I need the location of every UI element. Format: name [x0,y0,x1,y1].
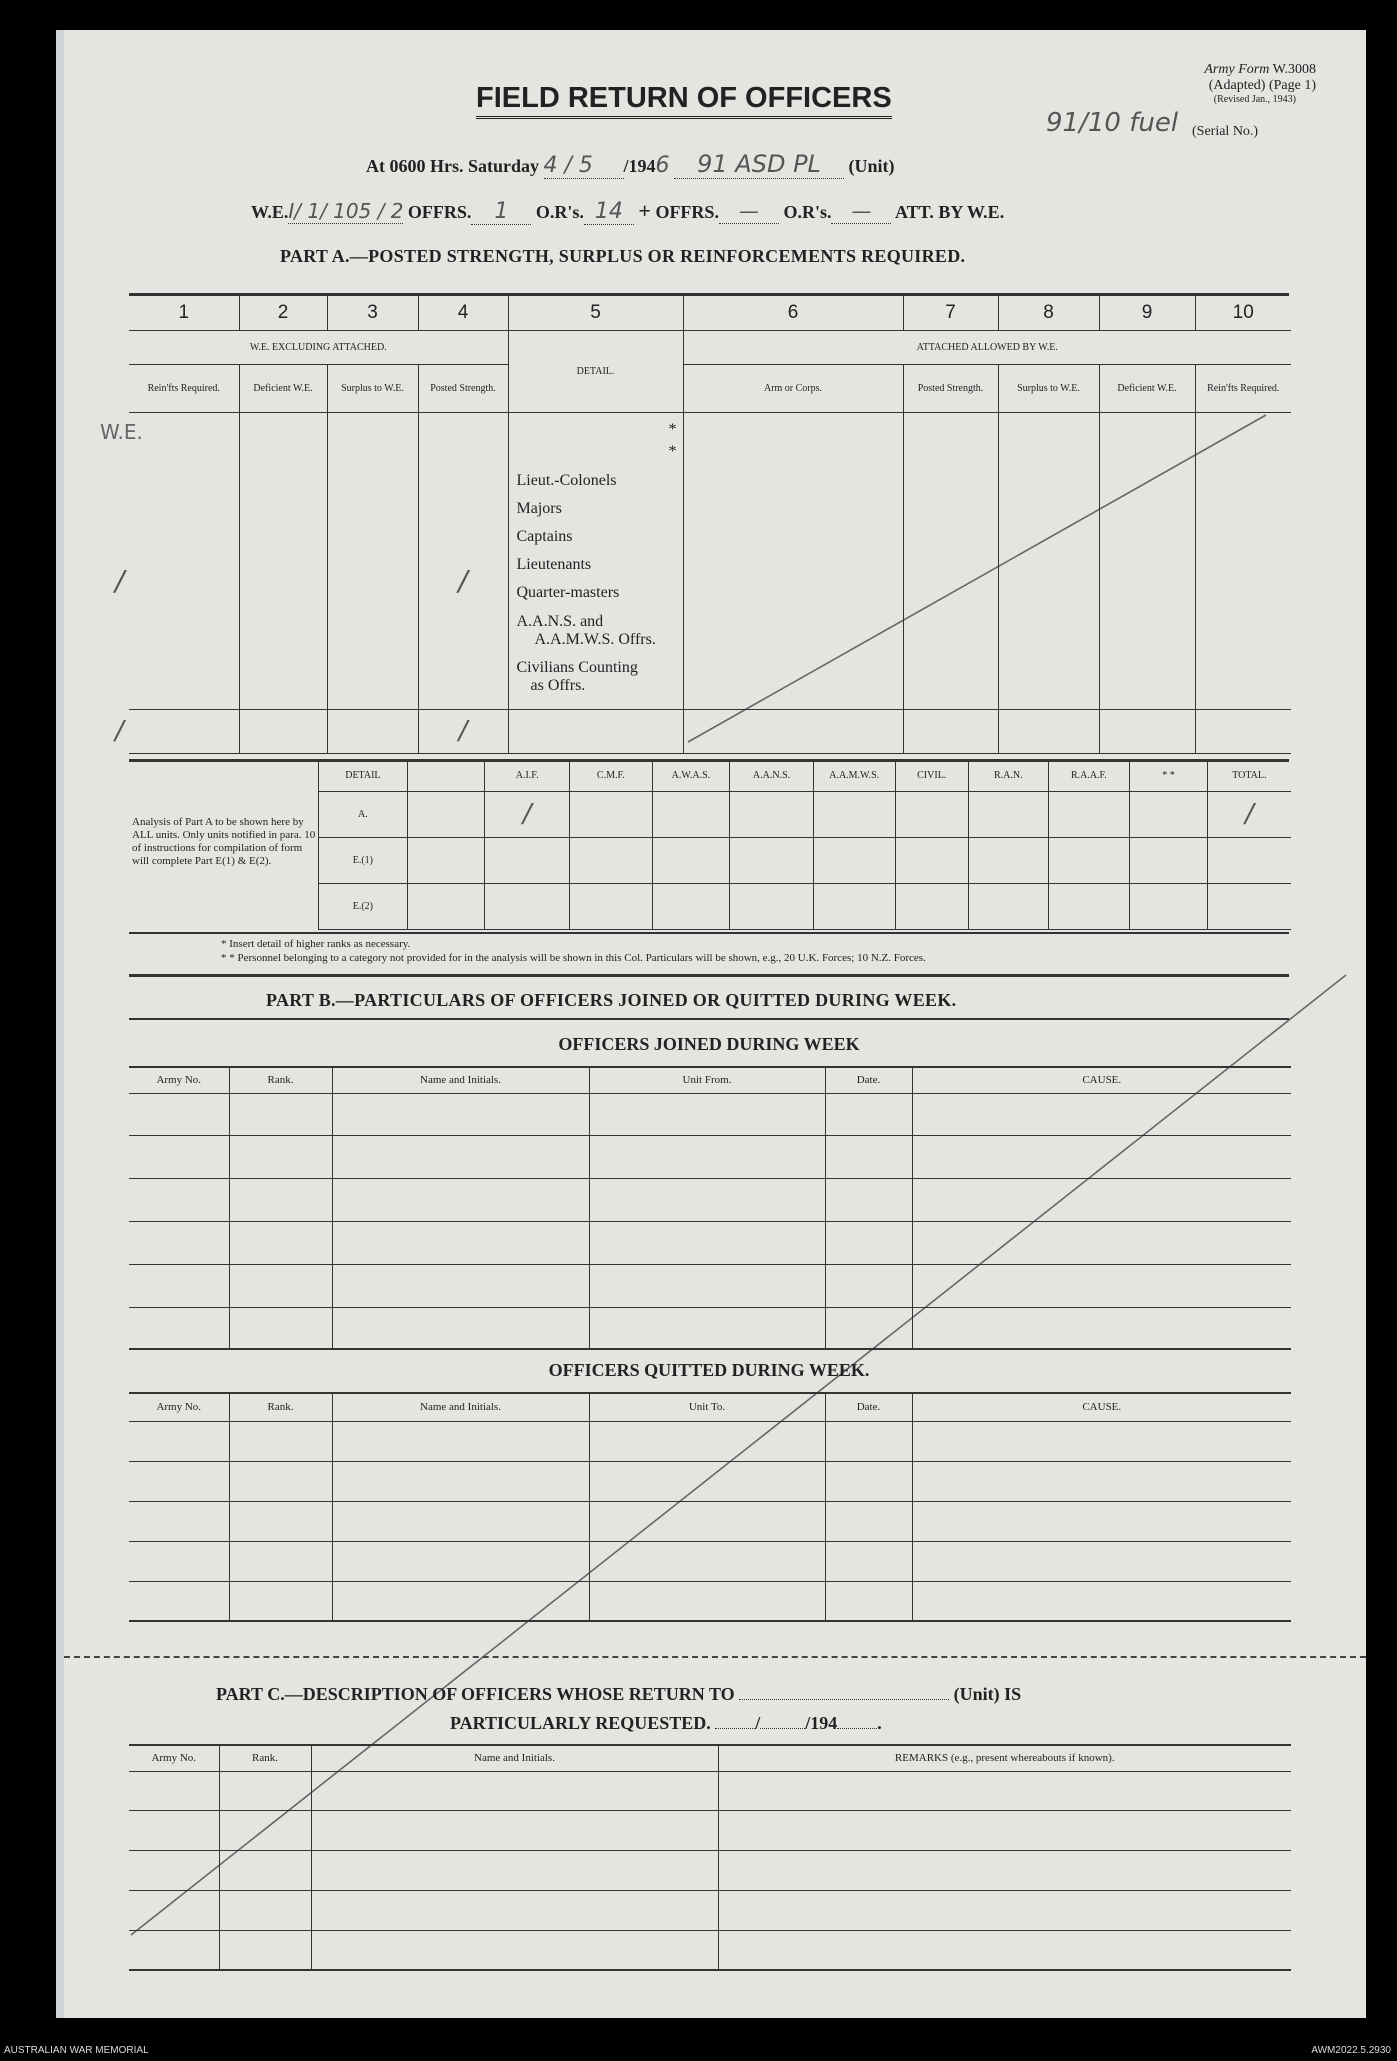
part-c-cell[interactable] [718,1810,1291,1850]
footnote-2: * * Personnel belonging to a category not provided for in the analysis will be shown in this Col. Particulars will be shown, e.g., 20 U.K. Forces; 10 N.Z. Forces. [221,952,926,964]
joined-cell[interactable] [825,1135,912,1178]
part-a-table [115,296,1291,754]
part-c-cell[interactable] [718,1771,1291,1810]
part-c-date-year[interactable] [837,1728,877,1729]
joined-cell[interactable] [332,1093,589,1135]
date-handwritten[interactable]: 4 / 5 [544,153,624,179]
quitted-cell[interactable] [229,1581,332,1621]
part-c-row [129,1850,1291,1890]
rank-aans: A.A.N.S. and [516,612,604,630]
group-header-we: W.E. EXCLUDING ATTACHED. [129,330,508,364]
total-detail-cell [508,709,683,753]
analysis-row-label: E.(2) [319,883,408,929]
page-title: FIELD RETURN OF OFFICERS [476,82,892,119]
analysis-header-ran: R.A.N. [968,761,1048,791]
analysis-header-aans: A.A.N.S. [730,761,814,791]
part-c-cell[interactable] [129,1771,219,1810]
analysis-header-detail: DETAIL [319,761,408,791]
col-number: 7 [903,296,998,330]
group-header-attached: ATTACHED ALLOWED BY W.E. [683,330,1291,364]
joined-row [129,1307,1291,1349]
header-deficient-we: Deficient W.E. [239,364,327,412]
total-posted-cell[interactable] [418,709,508,753]
joined-row [129,1178,1291,1221]
ranks-body-row [129,412,1291,709]
analysis-header-aamws: A.A.M.W.S. [813,761,895,791]
total-att-deficient-cell[interactable] [1099,709,1195,753]
joined-cell[interactable] [912,1221,1291,1264]
quitted-header-rank: Rank. [229,1393,332,1421]
joined-cell[interactable] [129,1307,229,1349]
part-c-row [129,1771,1291,1810]
rank-quarter-masters: Quarter-masters [516,583,620,601]
quitted-header-army-no: Army No. [129,1393,229,1421]
quitted-cell[interactable] [229,1461,332,1501]
quitted-cell[interactable] [332,1501,589,1541]
rank-aamws: A.A.M.W.S. Offrs. [534,630,656,648]
joined-cell[interactable] [912,1307,1291,1349]
quitted-cell[interactable] [825,1421,912,1461]
serial-number-handwritten: 91/10 fuel [1046,108,1179,138]
plus-sign: + [638,198,651,223]
analysis-cell[interactable] [730,837,814,883]
joined-cell[interactable] [129,1221,229,1264]
analysis-cell[interactable] [730,883,814,929]
total-att-reinfts-cell[interactable] [1195,709,1291,753]
part-c-cell[interactable] [129,1890,219,1930]
col-number: 10 [1195,296,1291,330]
total-handwritten: / [1244,799,1254,829]
part-c-cell[interactable] [718,1850,1291,1890]
joined-header-row [129,1067,1291,1093]
part-c-header-remarks: REMARKS (e.g., present whereabouts if known). [718,1745,1291,1771]
quitted-cell[interactable] [589,1541,825,1581]
col-number: 2 [239,296,327,330]
part-c-header-name: Name and Initials. [311,1745,718,1771]
att-surplus-cell[interactable] [998,412,1099,709]
att-posted-cell[interactable] [903,412,998,709]
joined-row [129,1264,1291,1307]
rank-captains: Captains [516,527,573,545]
joined-cell[interactable] [825,1178,912,1221]
part-b-top-rule [129,974,1289,977]
part-c-row [129,1890,1291,1930]
header-surplus-we: Surplus to W.E. [327,364,418,412]
header-arm-corps: Arm or Corps. [683,364,903,412]
joined-cell[interactable] [229,1264,332,1307]
quitted-row [129,1581,1291,1621]
quitted-header-cause: CAUSE. [912,1393,1291,1421]
part-b-title: PART B.—PARTICULARS OF OFFICERS JOINED OR QUITTED DURING WEEK. [266,990,957,1010]
part-c-cell[interactable] [219,1771,311,1810]
analysis-cell[interactable] [407,883,485,929]
analysis-cell[interactable] [485,883,570,929]
ors-handwritten[interactable]: 14 [584,199,634,225]
quitted-header-row [129,1393,1291,1421]
part-c-table [129,1744,1291,1971]
joined-cell[interactable] [825,1093,912,1135]
joined-cell[interactable] [229,1221,332,1264]
quitted-cell[interactable] [825,1461,912,1501]
asterisk: * [668,442,677,460]
joined-header-date: Date. [825,1067,912,1093]
asterisk: * [668,420,677,438]
total-surplus-cell[interactable] [327,709,418,753]
analysis-bottom-rule [129,932,1289,934]
rank-lieutenants: Lieutenants [516,555,592,573]
joined-cell[interactable] [332,1264,589,1307]
form-label-italic: Army Form [1204,62,1270,77]
att-reinfts-cell[interactable] [1195,412,1291,709]
part-c-cell[interactable] [311,1771,718,1810]
quitted-row [129,1421,1291,1461]
analysis-cell[interactable] [968,883,1048,929]
part-c-cell[interactable] [129,1850,219,1890]
analysis-header-civil: CIVIL. [895,761,968,791]
quitted-cell[interactable] [589,1421,825,1461]
footnote-1: * Insert detail of higher ranks as necessary. [221,938,411,950]
form-revised: (Revised Jan., 1943) [1213,94,1296,105]
total-deficient-cell[interactable] [239,709,327,753]
arm-corps-cell[interactable] [683,412,903,709]
part-c-requested: PARTICULARLY REQUESTED. [450,1713,711,1733]
deficient-cell[interactable] [239,412,327,709]
quitted-cell[interactable] [129,1501,229,1541]
part-a-title: PART A.—POSTED STRENGTH, SURPLUS OR REINFORCEMENTS REQUIRED. [280,246,966,266]
ranks-detail-cell [508,412,683,709]
joined-cell[interactable] [589,1264,825,1307]
analysis-cell[interactable] [652,791,730,837]
quitted-cell[interactable] [825,1581,912,1621]
analysis-cell[interactable] [895,883,968,929]
quitted-cell[interactable] [825,1501,912,1541]
joined-cell[interactable] [589,1093,825,1135]
header-att-reinfts: Rein'fts Required. [1195,364,1291,412]
quitted-cell[interactable] [332,1581,589,1621]
joined-cell[interactable] [229,1178,332,1221]
joined-cell[interactable] [912,1093,1291,1135]
detail-header: DETAIL. [508,330,683,412]
quitted-header-name: Name and Initials. [332,1393,589,1421]
posted-cell[interactable] [418,412,508,709]
part-c-line-1 [216,1684,1021,1705]
total-att-posted-cell[interactable] [903,709,998,753]
analysis-header-cmf: C.M.F. [570,761,653,791]
quitted-header-date: Date. [825,1393,912,1421]
col-number: 9 [1099,296,1195,330]
quitted-cell[interactable] [129,1421,229,1461]
column-number-row [129,296,1291,330]
serial-label: (Serial No.) [1192,124,1259,139]
part-c-cell[interactable] [129,1930,219,1970]
aif-handwritten: / [522,799,532,829]
joined-cell[interactable] [589,1135,825,1178]
totals-row [129,709,1291,753]
part-c-cell[interactable] [311,1850,718,1890]
analysis-cell[interactable] [1130,883,1208,929]
col-number: 8 [998,296,1099,330]
quitted-cell[interactable] [912,1541,1291,1581]
quitted-cell[interactable] [129,1461,229,1501]
quitted-header-unit-to: Unit To. [589,1393,825,1421]
footer-archive-name: AUSTRALIAN WAR MEMORIAL [4,2045,149,2056]
analysis-cell[interactable] [895,791,968,837]
part-c-header-army-no: Army No. [129,1745,219,1771]
header-att-posted-strength: Posted Strength. [903,364,998,412]
total-arm-corps-cell[interactable] [683,709,903,753]
part-c-cell[interactable] [718,1930,1291,1970]
joined-header-army-no: Army No. [129,1067,229,1093]
offrs-handwritten[interactable]: 1 [471,199,531,225]
part-c-unit-field[interactable] [739,1699,949,1700]
analysis-note: Analysis of Part A to be shown here by ALL units. Only units notified in para. 10 of instructions for compilation of form will complete Part E(1) & E(2). [132,816,316,867]
part-b-title-rule [129,1018,1289,1020]
part-c-cell[interactable] [311,1930,718,1970]
we-label: W.E. [251,202,289,222]
joined-row [129,1093,1291,1135]
analysis-header-other: * * [1130,761,1208,791]
analysis-row-label: E.(1) [319,837,408,883]
part-c-date-month[interactable] [760,1728,805,1729]
analysis-cell[interactable] [1048,837,1130,883]
offrs2-label: OFFRS. [655,202,719,222]
dashed-separator [64,1656,1366,1658]
part-c-row [129,1810,1291,1850]
header-reinfts-required: Rein'fts Required. [129,364,239,412]
unit-handwritten[interactable]: 91 ASD PL [674,150,844,179]
quitted-cell[interactable] [129,1581,229,1621]
analysis-cell[interactable] [652,837,730,883]
col-number: 3 [327,296,418,330]
part-c-title: PART C.—DESCRIPTION OF OFFICERS WHOSE RETURN TO [216,1684,735,1704]
analysis-header-raaf: R.A.A.F. [1048,761,1130,791]
quitted-cell[interactable] [912,1461,1291,1501]
analysis-cell[interactable] [813,883,895,929]
analysis-cell-aif[interactable] [485,791,570,837]
analysis-row-a [319,791,1292,837]
part-c-unit-suffix: (Unit) IS [953,1684,1022,1704]
joined-cell[interactable] [129,1178,229,1221]
total-posted-handwritten: / [458,716,468,746]
analysis-cell[interactable] [407,791,485,837]
quitted-cell[interactable] [912,1421,1291,1461]
sub-header-row [129,364,1291,412]
analysis-cell[interactable] [1207,837,1291,883]
quitted-cell[interactable] [589,1501,825,1541]
joined-cell[interactable] [332,1178,589,1221]
analysis-cell[interactable] [1048,883,1130,929]
quitted-title: OFFICERS QUITTED DURING WEEK. [548,1360,870,1380]
analysis-cell[interactable] [813,837,895,883]
year-prefix: /194 [623,156,656,176]
joined-cell[interactable] [825,1264,912,1307]
analysis-cell[interactable] [1130,791,1208,837]
analysis-cell[interactable] [570,791,653,837]
analysis-cell[interactable] [407,837,485,883]
rank-civilians-cont: as Offrs. [530,676,586,694]
col-number: 1 [129,296,239,330]
analysis-row-e2 [319,883,1292,929]
rank-civilians: Civilians Counting [516,658,638,676]
quitted-table [129,1392,1291,1622]
analysis-row-e1 [319,837,1292,883]
part-c-date-day[interactable] [715,1728,755,1729]
quitted-cell[interactable] [229,1541,332,1581]
part-c-cell[interactable] [311,1890,718,1930]
quitted-cell[interactable] [332,1541,589,1581]
joined-cell[interactable] [589,1307,825,1349]
analysis-header-row [319,761,1292,791]
quitted-row [129,1461,1291,1501]
joined-cell[interactable] [912,1264,1291,1307]
part-c-cell[interactable] [129,1810,219,1850]
joined-row [129,1135,1291,1178]
part-c-line-2: PARTICULARLY REQUESTED. / /194 . [450,1713,882,1733]
header-att-deficient: Deficient W.E. [1099,364,1195,412]
analysis-cell[interactable] [1207,883,1291,929]
total-reinfts-handwritten: / [115,716,124,746]
joined-title: OFFICERS JOINED DURING WEEK [558,1034,860,1054]
joined-header-cause: CAUSE. [912,1067,1291,1093]
part-c-header-row [129,1745,1291,1771]
quitted-cell[interactable] [589,1581,825,1621]
at-line-prefix: At 0600 Hrs. Saturday [366,156,540,176]
part-c-cell[interactable] [718,1890,1291,1930]
joined-cell[interactable] [129,1264,229,1307]
analysis-cell[interactable] [485,837,570,883]
form-number-block [1066,62,1346,106]
joined-cell[interactable] [229,1307,332,1349]
analysis-cell[interactable] [652,883,730,929]
col-number: 6 [683,296,903,330]
part-c-cell[interactable] [219,1850,311,1890]
part-c-cell[interactable] [219,1810,311,1850]
part-c-cell[interactable] [219,1930,311,1970]
footer-archive-id: AWM2022.5.2930 [1311,2045,1391,2056]
quitted-cell[interactable] [912,1581,1291,1621]
quitted-cell[interactable] [332,1461,589,1501]
analysis-cell[interactable] [730,791,814,837]
form-paper [56,30,1366,2018]
col-number: 4 [418,296,508,330]
form-code: W.3008 [1272,62,1316,77]
quitted-row [129,1501,1291,1541]
joined-header-rank: Rank. [229,1067,332,1093]
joined-cell[interactable] [825,1307,912,1349]
offrs2-handwritten[interactable]: — [719,199,779,224]
joined-cell[interactable] [129,1135,229,1178]
quitted-cell[interactable] [229,1421,332,1461]
analysis-cell[interactable] [570,837,653,883]
at-line [366,150,895,179]
quitted-cell[interactable] [129,1541,229,1581]
year-handwritten[interactable]: 6 [655,153,670,178]
joined-cell[interactable] [332,1135,589,1178]
part-c-year-prefix: /194 [805,1713,838,1733]
analysis-cell[interactable] [968,791,1048,837]
analysis-cell[interactable] [895,837,968,883]
analysis-header-total: TOTAL. [1207,761,1291,791]
joined-cell[interactable] [589,1221,825,1264]
part-c-cell[interactable] [219,1890,311,1930]
analysis-row-label: A. [319,791,408,837]
posted-handwritten: / [458,564,468,597]
analysis-cell[interactable] [968,837,1048,883]
total-att-surplus-cell[interactable] [998,709,1099,753]
quitted-row [129,1541,1291,1581]
ors2-handwritten[interactable]: — [831,199,891,224]
analysis-header-blank [407,761,485,791]
quitted-cell[interactable] [229,1501,332,1541]
joined-cell[interactable] [129,1093,229,1135]
quitted-cell[interactable] [332,1421,589,1461]
analysis-header-awas: A.W.A.S. [652,761,730,791]
we-handwritten[interactable]: I/ 1/ 105 / 2 [288,199,404,223]
quitted-cell[interactable] [825,1541,912,1581]
form-adapted: (Adapted) (Page 1) [1208,78,1316,93]
col-number: 5 [508,296,683,330]
ors-label: O.R's. [535,202,584,222]
analysis-cell[interactable] [813,791,895,837]
joined-cell[interactable] [332,1307,589,1349]
offrs-label: OFFRS. [407,202,472,222]
analysis-cell-total[interactable] [1207,791,1291,837]
unit-label: (Unit) [848,156,895,176]
group-header-row [129,330,1291,364]
rank-lieut-colonels: Lieut.-Colonels [516,471,617,489]
joined-header-name: Name and Initials. [332,1067,589,1093]
quitted-cell[interactable] [589,1461,825,1501]
part-c-cell[interactable] [311,1810,718,1850]
analysis-cell[interactable] [1048,791,1130,837]
surplus-cell[interactable] [327,412,418,709]
analysis-cell[interactable] [1130,837,1208,883]
joined-header-unit-from: Unit From. [589,1067,825,1093]
header-posted-strength: Posted Strength. [418,364,508,412]
joined-row [129,1221,1291,1264]
we-margin-handwritten: W.E. [100,420,143,444]
part-c-header-rank: Rank. [219,1745,311,1771]
analysis-table [318,761,1291,930]
joined-table [129,1066,1291,1350]
joined-cell[interactable] [912,1178,1291,1221]
att-label: ATT. BY W.E. [894,202,1005,222]
quitted-cell[interactable] [912,1501,1291,1541]
analysis-header-aif: A.I.F. [485,761,570,791]
part-c-row [129,1930,1291,1970]
analysis-cell[interactable] [570,883,653,929]
we-line [251,198,1004,225]
joined-cell[interactable] [332,1221,589,1264]
reinfts-handwritten: / [115,564,125,597]
joined-cell[interactable] [229,1093,332,1135]
joined-cell[interactable] [229,1135,332,1178]
joined-cell[interactable] [912,1135,1291,1178]
att-deficient-cell[interactable] [1099,412,1195,709]
total-reinfts-cell[interactable] [115,709,239,753]
joined-cell[interactable] [825,1221,912,1264]
rank-majors: Majors [516,499,562,517]
ors2-label: O.R's. [783,202,832,222]
header-att-surplus: Surplus to W.E. [998,364,1099,412]
joined-cell[interactable] [589,1178,825,1221]
